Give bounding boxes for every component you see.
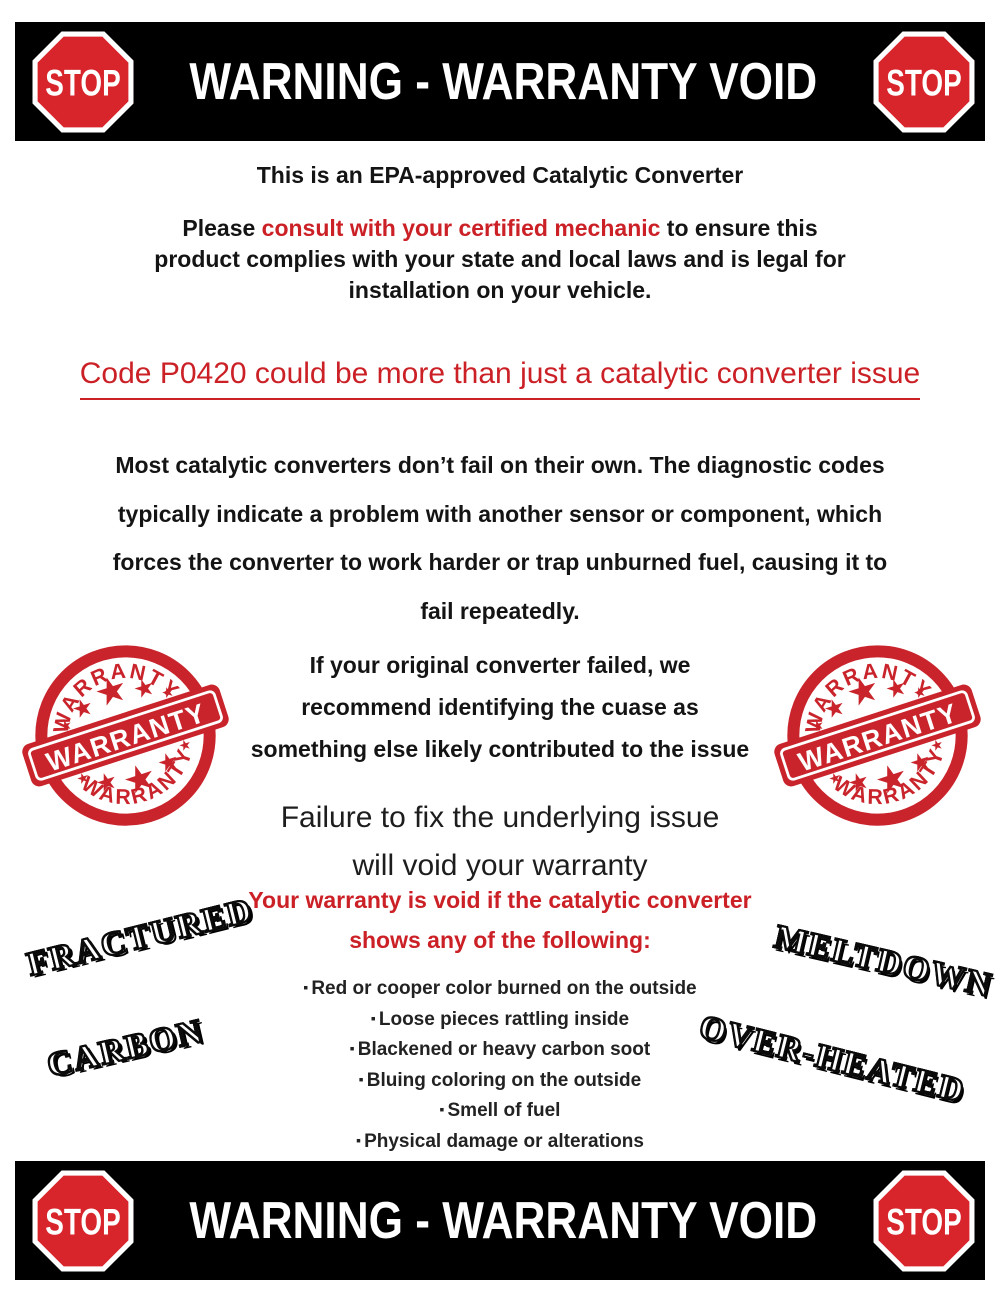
deco-word-overheated: OVER-HEATED <box>695 1008 970 1111</box>
list-item: ▪ Loose pieces rattling inside <box>0 1005 1000 1036</box>
deco-word-meltdown: MELTDOWN <box>770 918 997 1005</box>
void-conditions-intro: Your warranty is void if the catalytic converter shows any of the following: <box>248 887 752 953</box>
p0420-heading: Code P0420 could be more than just a catalytic converter issue <box>0 354 1000 400</box>
list-item: ▪ Red or cooper color burned on the outside <box>0 974 1000 1005</box>
stop-sign-icon <box>873 1170 975 1272</box>
list-item: ▪ Bluing coloring on the outside <box>0 1066 1000 1097</box>
warning-banner-top <box>15 22 985 141</box>
stop-sign-icon <box>32 1170 134 1272</box>
list-item: ▪ Physical damage or alterations <box>0 1127 1000 1158</box>
main-paragraph: Most catalytic converters don’t fail on their own. The diagnostic codes typically indicate a problem with another sensor or component, which forces the converter to work harder or trap unburned fuel, causing it to fail repeatedly. <box>112 452 888 624</box>
deco-word-carbon: CARBON <box>43 1012 208 1085</box>
banner-title-wrap <box>134 1191 873 1250</box>
list-item: ▪ Blackened or heavy carbon soot <box>0 1035 1000 1066</box>
consult-line-1: Please consult with your certified mechanic to ensure this <box>182 215 818 241</box>
epa-approved-line: This is an EPA-approved Catalytic Converter <box>256 162 744 188</box>
warning-banner-bottom <box>15 1161 985 1280</box>
consult-paragraph <box>0 213 1000 306</box>
banner-title: WARNING - WARRANTY VOID <box>189 1191 818 1250</box>
consult-red-phrase: consult with your certified mechanic <box>261 215 661 241</box>
stop-sign-icon <box>32 31 134 133</box>
list-item: ▪ Smell of fuel <box>0 1096 1000 1127</box>
banner-title-wrap <box>134 52 873 111</box>
recommendation-paragraph: If your original converter failed, we recommend identifying the cuase as something else likely contributed to the issue <box>250 652 750 762</box>
consult-line-3: installation on your vehicle. <box>348 277 652 303</box>
deco-word-fractured: FRACTURED <box>23 891 257 984</box>
banner-title: WARNING - WARRANTY VOID <box>189 52 818 111</box>
failure-warning: Failure to fix the underlying issue will void your warranty <box>280 801 720 882</box>
consult-line-2: product complies with your state and local laws and is legal for <box>154 246 846 272</box>
stop-sign-icon <box>873 31 975 133</box>
